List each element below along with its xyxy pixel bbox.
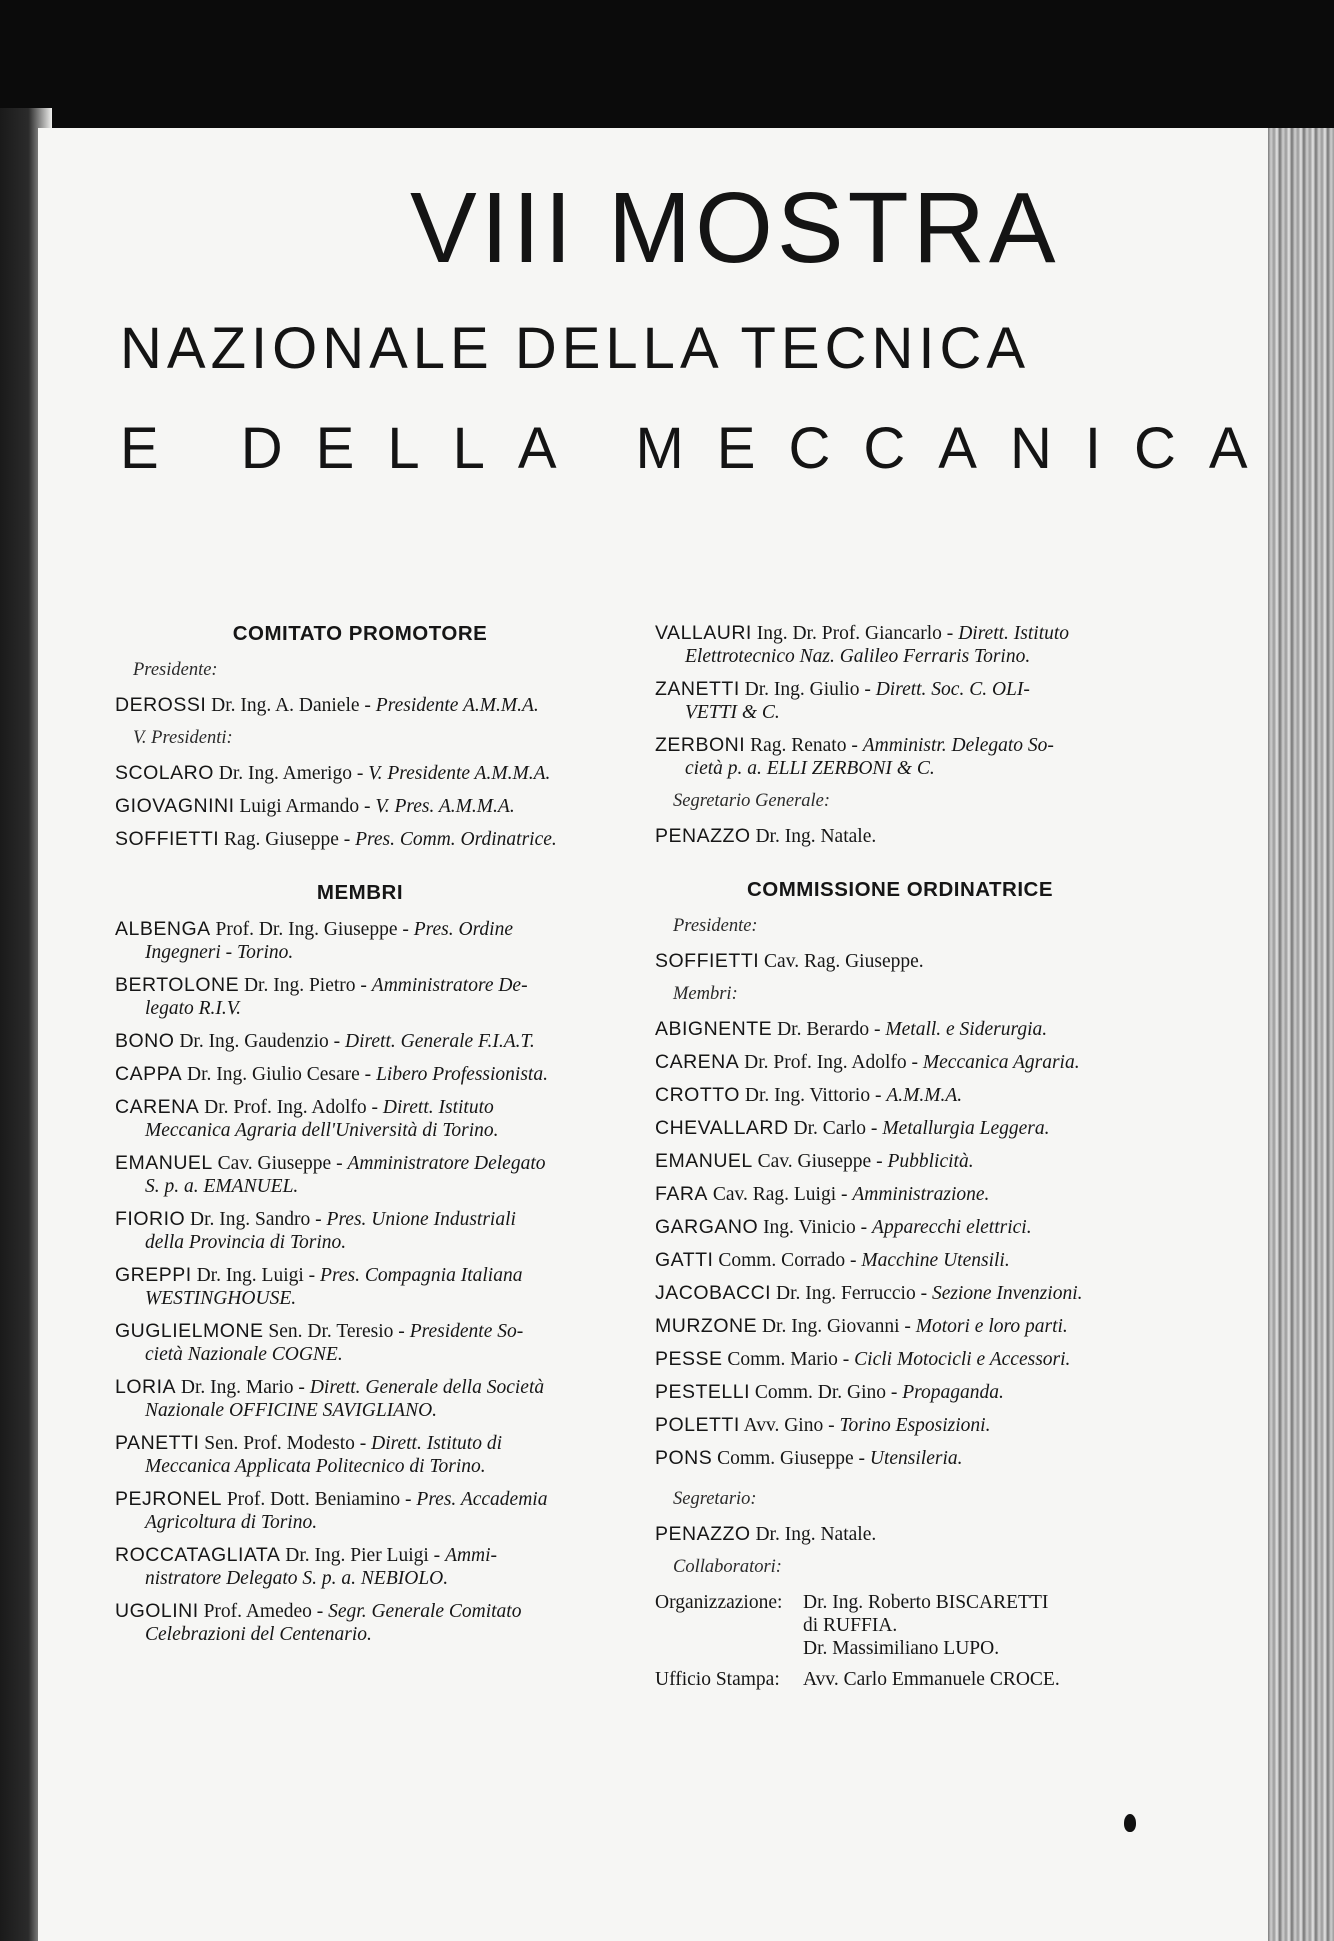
list-item: GIOVAGNINI Luigi Armando - V. Pres. A.M.M.A.	[115, 795, 515, 817]
list-item: DEROSSI Dr. Ing. A. Daniele - Presidente A.M.M.A.	[115, 694, 539, 716]
list-item: PENAZZO Dr. Ing. Natale.	[655, 825, 877, 847]
membri-list	[115, 918, 605, 1646]
commissione-membri-label: Membri:	[673, 984, 738, 1004]
list-item: LORIA Dr. Ing. Mario - Dirett. Generale della Società Nazionale OFFICINE SAVIGLIANO.	[115, 1376, 545, 1421]
list-item: CROTTO Dr. Ing. Vittorio - A.M.M.A.	[655, 1084, 963, 1106]
list-item: PESSE Comm. Mario - Cicli Motocicli e Accessori.	[655, 1348, 1071, 1370]
segretario-generale-label: Segretario Generale:	[673, 791, 831, 811]
title-line-3: E DELLA MECCANICA	[120, 416, 1281, 481]
segretario-label: Segretario:	[673, 1489, 757, 1509]
list-item: CAPPA Dr. Ing. Giulio Cesare - Libero Professionista.	[115, 1063, 548, 1085]
list-item: FARA Cav. Rag. Luigi - Amministrazione.	[655, 1183, 990, 1205]
list-item: CHEVALLARD Dr. Carlo - Metallurgia Leggera.	[655, 1117, 1050, 1139]
top-dark-band	[0, 0, 1334, 128]
list-item: EMANUEL Cav. Giuseppe - Amministratore Delegato S. p. a. EMANUEL.	[115, 1152, 546, 1197]
vicepresidenti-label: V. Presidenti:	[133, 728, 233, 748]
list-item: GATTI Comm. Corrado - Macchine Utensili.	[655, 1249, 1010, 1271]
list-item: UGOLINI Prof. Amedeo - Segr. Generale Comitato Celebrazioni del Centenario.	[115, 1600, 522, 1645]
list-item: GREPPI Dr. Ing. Luigi - Pres. Compagnia Italiana WESTINGHOUSE.	[115, 1264, 523, 1309]
list-item: PEJRONEL Prof. Dott. Beniamino - Pres. Accademia Agricoltura di Torino.	[115, 1488, 548, 1533]
list-item: BONO Dr. Ing. Gaudenzio - Dirett. Generale F.I.A.T.	[115, 1030, 535, 1052]
right-top-list	[655, 622, 1145, 780]
list-item: CARENA Dr. Prof. Ing. Adolfo - Meccanica Agraria.	[655, 1051, 1080, 1073]
title-line-2: NAZIONALE DELLA TECNICA	[120, 316, 1031, 381]
list-item: POLETTI Avv. Gino - Torino Esposizioni.	[655, 1414, 991, 1436]
right-column	[655, 622, 1145, 1699]
commissione-title: COMMISSIONE ORDINATRICE	[746, 878, 1054, 901]
printer-mark-icon	[1124, 1814, 1136, 1832]
list-item: GARGANO Ing. Vinicio - Apparecchi elettrici.	[655, 1216, 1032, 1238]
list-item: ALBENGA Prof. Dr. Ing. Giuseppe - Pres. Ordine Ingegneri - Torino.	[115, 918, 514, 963]
list-item: ZERBONI Rag. Renato - Amministr. Delegato So- cietà p. a. ELLI ZERBONI & C.	[655, 734, 1054, 779]
list-item: EMANUEL Cav. Giuseppe - Pubblicità.	[655, 1150, 974, 1172]
list-item: ROCCATAGLIATA Dr. Ing. Pier Luigi - Ammi- nistratore Delegato S. p. a. NEBIOLO.	[115, 1544, 498, 1589]
commissione-membri-list	[655, 1018, 1145, 1470]
collaboratori-label: Collaboratori:	[673, 1557, 782, 1577]
list-item: PANETTI Sen. Prof. Modesto - Dirett. Istituto di Meccanica Applicata Politecnico di Torino.	[115, 1432, 503, 1477]
left-column	[115, 622, 605, 1656]
page-edge-gutter	[1268, 128, 1334, 1941]
list-item: PESTELLI Comm. Dr. Gino - Propaganda.	[655, 1381, 1004, 1403]
list-item: FIORIO Dr. Ing. Sandro - Pres. Unione Industriali della Provincia di Torino.	[115, 1208, 516, 1253]
list-item: SCOLARO Dr. Ing. Amerigo - V. Presidente A.M.M.A.	[115, 762, 551, 784]
ufficio-stampa-row: Ufficio Stampa: Avv. Carlo Emmanuele CROCE.	[655, 1669, 1060, 1690]
list-item: PONS Comm. Giuseppe - Utensileria.	[655, 1447, 963, 1469]
commissione-presidente-label: Presidente:	[673, 916, 758, 936]
list-item: ABIGNENTE Dr. Berardo - Metall. e Siderurgia.	[655, 1018, 1048, 1040]
list-item: GUGLIELMONE Sen. Dr. Teresio - Presidente So- cietà Nazionale COGNE.	[115, 1320, 524, 1365]
list-item: SOFFIETTI Cav. Rag. Giuseppe.	[655, 950, 924, 972]
list-item: SOFFIETTI Rag. Giuseppe - Pres. Comm. Ordinatrice.	[115, 828, 557, 850]
organizzazione-row: Organizzazione: Dr. Ing. Roberto BISCARETTI di RUFFIA. Dr. Massimiliano LUPO.	[655, 1592, 1049, 1659]
presidente-label: Presidente:	[133, 660, 218, 680]
title-line-1: VIII MOSTRA	[410, 172, 1060, 284]
membri-title: MEMBRI	[316, 881, 404, 904]
vicepresidenti-list	[115, 762, 605, 851]
list-item: ZANETTI Dr. Ing. Giulio - Dirett. Soc. C. OLI- VETTI & C.	[655, 678, 1030, 723]
list-item: BERTOLONE Dr. Ing. Pietro - Amministratore De- legato R.I.V.	[115, 974, 528, 1019]
list-item: JACOBACCI Dr. Ing. Ferruccio - Sezione Invenzioni.	[655, 1282, 1083, 1304]
list-item: MURZONE Dr. Ing. Giovanni - Motori e loro parti.	[655, 1315, 1068, 1337]
list-item: PENAZZO Dr. Ing. Natale.	[655, 1523, 877, 1545]
list-item: VALLAURI Ing. Dr. Prof. Giancarlo - Dirett. Istituto Elettrotecnico Naz. Galileo Ferraris Torino.	[655, 622, 1070, 667]
list-item: CARENA Dr. Prof. Ing. Adolfo - Dirett. Istituto Meccanica Agraria dell'Università di Torino.	[115, 1096, 499, 1141]
comitato-title: COMITATO PROMOTORE	[232, 622, 488, 645]
